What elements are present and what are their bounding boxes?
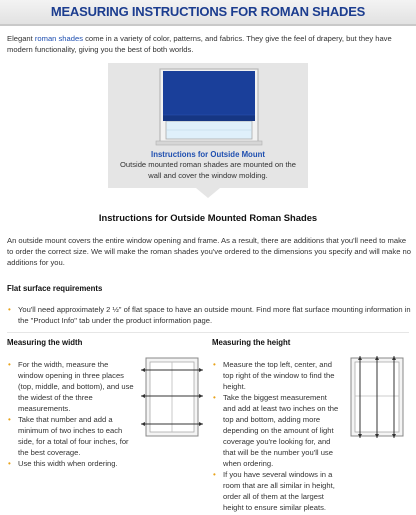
width-measurement-diagram [141,356,203,438]
callout-text: Outside mounted roman shades are mounted on the wall and cover the window molding. [119,160,297,180]
width-title: Measuring the width [7,338,83,347]
height-title: Measuring the height [212,338,291,347]
roman-shade-illustration [108,63,308,148]
list-item [212,392,340,469]
roman-shade-fabric [163,71,255,121]
list-item-text: Take the biggest measurement and add at least two inches on the top and bottom, adding more depending on the amount of light coverage you're looking for, and that will be the number you'll use when ordering. [223,393,339,468]
divider [7,332,409,333]
list-item [7,359,135,414]
list-item [7,458,135,469]
list-item-text: You'll need approximately 2 ½" of flat space to have an outside mount. Find more flat surface mounting information in the "Product Info" tab under the product information page. [18,305,411,325]
shade-bottom-fold [163,115,255,121]
width-list [7,359,135,469]
bullet-icon: • [213,470,216,479]
intro-paragraph [7,33,409,55]
bullet-icon: • [8,459,11,468]
intro-text-start: Elegant [7,34,35,43]
list-item-text: Take that number and add a minimum of two inches to each side, for a total of four inches, for the best coverage. [18,415,129,457]
outside-mount-paragraph: An outside mount covers the entire window opening and frame. As a result, there are additions that you'll need to make to order the correct size. We will make the roman shades you've ordered to the dimensions you specify and will make no additions for you. [7,236,411,267]
bullet-icon: • [8,415,11,424]
bullet-icon: • [213,393,216,402]
list-item-text: If you have several windows in a room that are all similar in height, order all of them at the largest height to ensure similar pleats. [223,470,335,512]
callout-pointer [196,188,220,198]
bullet-icon: • [8,305,11,314]
list-item [7,414,135,458]
height-list [212,359,340,513]
section-title: Instructions for Outside Mounted Roman Shades [98,212,318,223]
list-item [212,469,340,513]
height-measurement-diagram [346,356,408,438]
outside-mount-callout [108,63,308,188]
list-item-text: Measure the top left, center, and top right of the window to find the height. [223,360,335,391]
roman-shades-link[interactable]: roman shades [34,34,83,43]
bullet-icon: • [8,360,11,369]
page-title: MEASURING INSTRUCTIONS FOR ROMAN SHADES [50,4,366,19]
window-sill [156,141,262,145]
callout-title: Instructions for Outside Mount [151,150,265,159]
list-item [212,359,340,392]
list-item-text: For the width, measure the window opening in three places (top, middle, and bottom), and use the widest of the three measurements. [18,360,134,413]
list-item [7,304,411,326]
flat-surface-title: Flat surface requirements [7,284,103,293]
list-item-text: Use this width when ordering. [18,459,118,468]
intro-text-end: come in a variety of color, patterns, and fabrics. They give the feel of drapery, but they have modern functionality, giving you the best of both worlds. [7,34,392,54]
flat-surface-list [7,304,411,326]
page-header [0,0,416,26]
bullet-icon: • [213,360,216,369]
